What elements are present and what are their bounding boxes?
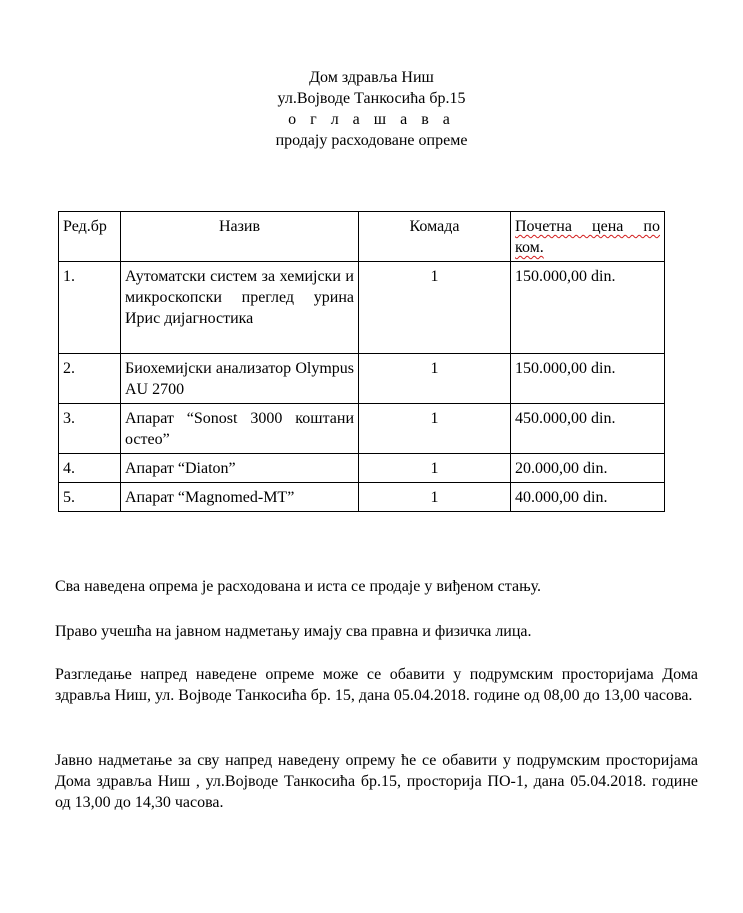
table-header-row [59, 212, 665, 262]
table-row [59, 483, 665, 512]
row-quantity: 1 [359, 454, 511, 483]
row-quantity: 1 [359, 483, 511, 512]
equipment-table [58, 211, 665, 512]
row-name: Апарат “Diaton” [121, 454, 359, 483]
row-quantity: 1 [359, 354, 511, 404]
row-name: Аутоматски систем за хемијски и микроскопски преглед урина Ирис дијагностика [121, 262, 359, 354]
row-quantity: 1 [359, 404, 511, 454]
table-row [59, 454, 665, 483]
row-name: Биохемијски анализатор Olympus AU 2700 [121, 354, 359, 404]
header-cell-price: Почетна цена по ком. [511, 212, 665, 262]
row-price: 20.000,00 din. [511, 454, 665, 483]
row-number: 5. [59, 483, 121, 512]
paragraph-auction: Јавно надметање за сву напред наведену опрему ће се обавити у подрумским просторијама Дома здравља Ниш , ул.Војводе Танкосића бр.15, просторија ПО-1, дана 05.04.2018. године од 13,00 до 14,30 часова. [55, 752, 698, 811]
table-row [59, 354, 665, 404]
row-quantity: 1 [359, 262, 511, 354]
document-header [0, 67, 743, 151]
row-price: 150.000,00 din. [511, 354, 665, 404]
header-cell-quantity: Комада [359, 212, 511, 262]
paragraph-condition: Сва наведена опрема је расходована и иста се продаје у виђеном стању. [55, 578, 542, 595]
row-price: 450.000,00 din. [511, 404, 665, 454]
announcement-subject: продају расходоване опреме [275, 132, 468, 149]
table-row [59, 262, 665, 354]
institution-name: Дом здравља Ниш [309, 69, 434, 86]
row-name: Апарат “Sonost 3000 коштани остео” [121, 404, 359, 454]
institution-address: ул.Војводе Танкосића бр.15 [277, 90, 466, 107]
row-number: 1. [59, 262, 121, 354]
row-number: 3. [59, 404, 121, 454]
table-row [59, 404, 665, 454]
row-number: 4. [59, 454, 121, 483]
paragraph-eligibility: Право учешћа на јавном надметању имају сва правна и физичка лица. [55, 623, 532, 640]
header-cell-number: Ред.бр [59, 212, 121, 262]
row-price: 150.000,00 din. [511, 262, 665, 354]
header-cell-name: Назив [121, 212, 359, 262]
row-name: Апарат “Magnomed-MT” [121, 483, 359, 512]
row-price: 40.000,00 din. [511, 483, 665, 512]
announcement-word: о г л а ш а в а [288, 111, 455, 128]
row-number: 2. [59, 354, 121, 404]
paragraph-inspection: Разгледање напред наведене опреме може се обавити у подрумским просторијама Дома здравља Ниш, ул. Војводе Танкосића бр. 15, дана 05.04.2018. године од 08,00 до 13,00 часова. [55, 666, 698, 704]
